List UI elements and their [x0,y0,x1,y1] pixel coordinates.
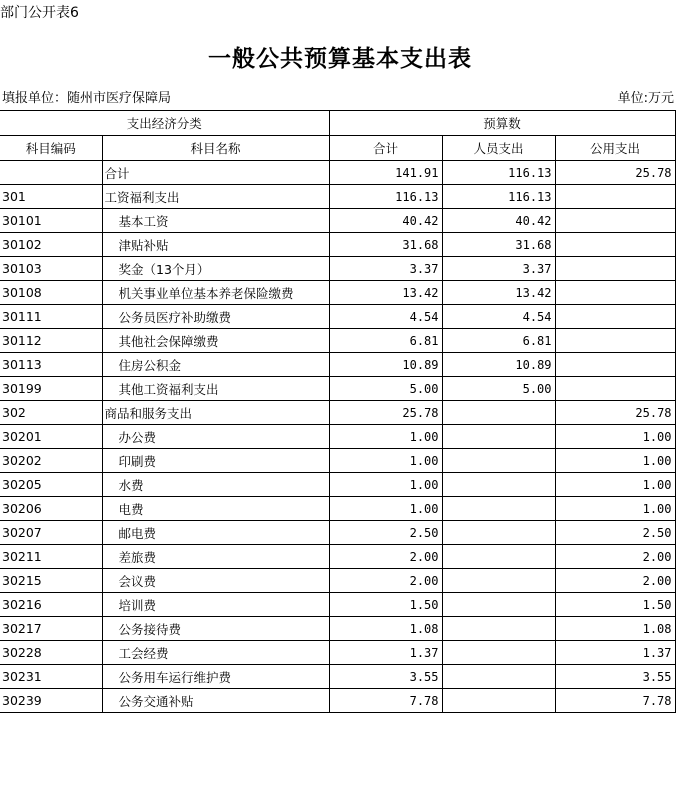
row-name: 会议费 [102,569,329,593]
row-personnel: 4.54 [442,305,555,329]
row-name: 其他工资福利支出 [102,377,329,401]
row-total: 3.37 [329,257,442,281]
row-name: 基本工资 [102,209,329,233]
row-public: 2.00 [555,545,675,569]
row-personnel [442,569,555,593]
row-personnel [442,545,555,569]
row-personnel: 40.42 [442,209,555,233]
row-code: 30101 [0,209,102,233]
row-total: 141.91 [329,161,442,185]
row-name: 公务用车运行维护费 [102,665,329,689]
budget-table [0,110,676,713]
row-code: 30207 [0,521,102,545]
row-total: 7.78 [329,689,442,713]
row-personnel [442,425,555,449]
table-row [0,377,675,401]
row-total: 1.37 [329,641,442,665]
row-total: 1.00 [329,425,442,449]
row-code: 30111 [0,305,102,329]
page-title: 一般公共预算基本支出表 [208,45,472,72]
row-name: 其他社会保障缴费 [102,329,329,353]
row-total: 116.13 [329,185,442,209]
table-row [0,257,675,281]
header-code: 科目编码 [0,136,102,161]
row-public: 3.55 [555,665,675,689]
table-row [0,449,675,473]
row-public [555,377,675,401]
row-name: 培训费 [102,593,329,617]
row-code: 30205 [0,473,102,497]
table-row [0,161,675,185]
row-name: 工会经费 [102,641,329,665]
row-name: 办公费 [102,425,329,449]
row-total: 6.81 [329,329,442,353]
row-personnel [442,449,555,473]
row-public [555,329,675,353]
table-row [0,473,675,497]
row-personnel [442,473,555,497]
row-personnel: 5.00 [442,377,555,401]
row-code: 30108 [0,281,102,305]
row-total: 3.55 [329,665,442,689]
table-row [0,593,675,617]
table-row [0,689,675,713]
row-code: 30103 [0,257,102,281]
header-group-economic: 支出经济分类 [0,111,329,136]
row-personnel: 116.13 [442,161,555,185]
row-name: 印刷费 [102,449,329,473]
row-total: 1.08 [329,617,442,641]
header-personnel: 人员支出 [442,136,555,161]
row-public: 1.50 [555,593,675,617]
table-row [0,425,675,449]
row-public: 7.78 [555,689,675,713]
table-row [0,665,675,689]
table-row [0,185,675,209]
row-public [555,305,675,329]
row-code: 30216 [0,593,102,617]
table-row [0,353,675,377]
row-code: 301 [0,185,102,209]
row-total: 13.42 [329,281,442,305]
row-public: 2.00 [555,569,675,593]
row-total: 1.00 [329,497,442,521]
row-personnel: 10.89 [442,353,555,377]
row-public: 1.08 [555,617,675,641]
row-total: 5.00 [329,377,442,401]
row-total: 2.00 [329,569,442,593]
row-total: 1.50 [329,593,442,617]
row-total: 2.00 [329,545,442,569]
row-total: 1.00 [329,449,442,473]
table-row [0,569,675,593]
row-code: 30102 [0,233,102,257]
row-name: 合计 [102,161,329,185]
row-code: 30202 [0,449,102,473]
row-personnel [442,641,555,665]
row-code: 30199 [0,377,102,401]
fill-unit: 填报单位：随州市医疗保障局 [2,91,172,106]
row-personnel [442,593,555,617]
row-name: 机关事业单位基本养老保险缴费 [102,281,329,305]
row-code: 30231 [0,665,102,689]
row-personnel: 6.81 [442,329,555,353]
table-row [0,545,675,569]
header-total: 合计 [329,136,442,161]
unit-label: 单位:万元 [617,91,674,106]
row-personnel: 13.42 [442,281,555,305]
table-row [0,209,675,233]
row-name: 邮电费 [102,521,329,545]
doc-label: 部门公开表6 [0,5,79,21]
row-personnel: 3.37 [442,257,555,281]
row-total: 4.54 [329,305,442,329]
row-public: 1.00 [555,449,675,473]
row-total: 2.50 [329,521,442,545]
row-code: 30215 [0,569,102,593]
row-public: 1.37 [555,641,675,665]
row-name: 公务接待费 [102,617,329,641]
row-total: 25.78 [329,401,442,425]
table-row [0,401,675,425]
row-name: 商品和服务支出 [102,401,329,425]
row-personnel [442,617,555,641]
row-public [555,281,675,305]
table-row [0,641,675,665]
row-code: 30228 [0,641,102,665]
table-row [0,617,675,641]
row-name: 水费 [102,473,329,497]
row-public [555,233,675,257]
row-public: 25.78 [555,401,675,425]
row-name: 公务员医疗补助缴费 [102,305,329,329]
row-name: 奖金（13个月） [102,257,329,281]
row-personnel [442,689,555,713]
row-code: 30217 [0,617,102,641]
row-total: 1.00 [329,473,442,497]
row-code: 30201 [0,425,102,449]
row-public: 1.00 [555,497,675,521]
table-row [0,281,675,305]
row-code: 30239 [0,689,102,713]
row-code: 30113 [0,353,102,377]
row-name: 津贴补贴 [102,233,329,257]
row-name: 住房公积金 [102,353,329,377]
row-total: 31.68 [329,233,442,257]
header-group-budget: 预算数 [329,111,675,136]
table-row [0,329,675,353]
header-public: 公用支出 [555,136,675,161]
table-row [0,233,675,257]
header-name: 科目名称 [102,136,329,161]
row-public: 2.50 [555,521,675,545]
row-code: 302 [0,401,102,425]
row-public: 1.00 [555,425,675,449]
row-total: 10.89 [329,353,442,377]
row-name: 差旅费 [102,545,329,569]
row-personnel: 31.68 [442,233,555,257]
row-personnel [442,521,555,545]
row-personnel [442,497,555,521]
row-public: 1.00 [555,473,675,497]
row-code: 30112 [0,329,102,353]
row-code: 30211 [0,545,102,569]
row-public [555,353,675,377]
row-public [555,185,675,209]
row-total: 40.42 [329,209,442,233]
row-code: 30206 [0,497,102,521]
row-public [555,257,675,281]
row-name: 电费 [102,497,329,521]
table-row [0,305,675,329]
table-row [0,521,675,545]
row-public: 25.78 [555,161,675,185]
row-personnel: 116.13 [442,185,555,209]
row-public [555,209,675,233]
row-personnel [442,665,555,689]
table-row [0,497,675,521]
row-code [0,161,102,185]
row-personnel [442,401,555,425]
row-name: 工资福利支出 [102,185,329,209]
row-name: 公务交通补贴 [102,689,329,713]
table-body [0,161,675,713]
